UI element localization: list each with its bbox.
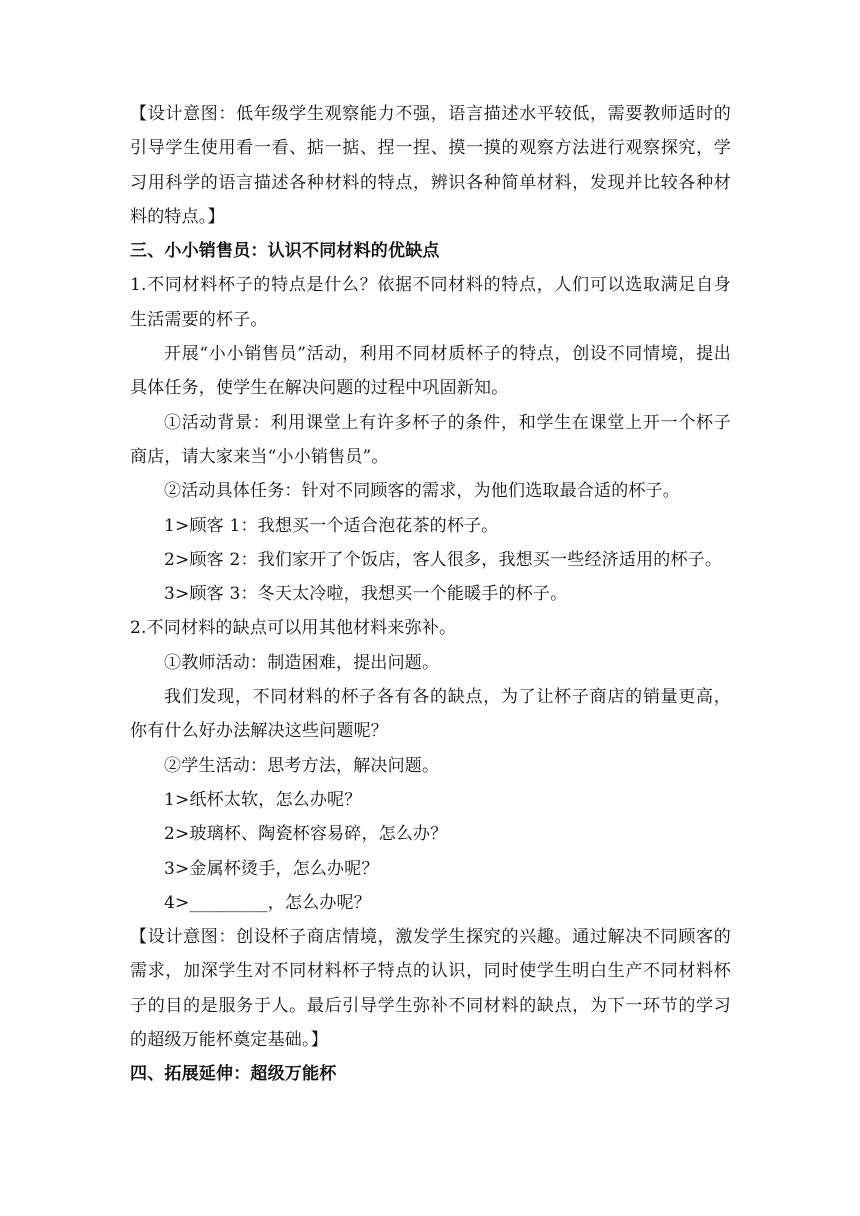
numbered-point-2: 2.不同材料的缺点可以用其他材料来弥补。 (130, 618, 457, 639)
activity-task-paragraph: ②活动具体任务：针对不同顾客的需求，为他们选取最合适的杯子。 (164, 481, 680, 502)
problem-3-item: 3>金属杯烫手，怎么办呢？ (164, 858, 379, 879)
design-intent-paragraph-2: 【设计意图：创设杯子商店情境，激发学生探究的兴趣。通过解决不同顾客的需求，加深学生对不同材料杯子特点的认识，同时使学生明白生产不同材料杯子的目的是服务于人。最后引导学生弥补不同材料的缺点，为下一环节的学习的超级万能杯奠定基础。】 (130, 927, 731, 1051)
section-heading-4: 四、拓展延伸：超级万能杯 (130, 1064, 337, 1085)
teacher-question-paragraph: 我们发现，不同材料的杯子各有各的缺点，为了让杯子商店的销量更高，你有什么好办法解决这些问题呢？ (130, 687, 731, 742)
numbered-point-1: 1.不同材料杯子的特点是什么？依据不同材料的特点，人们可以选取满足自身生活需要的杯子。 (130, 275, 731, 330)
customer-2-item: 2>顾客 2：我们家开了个饭店，客人很多，我想买一些经济适用的杯子。 (164, 549, 723, 570)
problem-4-item: 4>_________，怎么办呢？ (164, 892, 371, 913)
customer-1-item: 1>顾客 1：我想买一个适合泡花茶的杯子。 (164, 515, 499, 536)
activity-background-paragraph: ①活动背景：利用课堂上有许多杯子的条件，和学生在课堂上开一个杯子商店，请大家来当“小小销售员”。 (130, 412, 731, 467)
customer-3-item: 3>顾客 3：冬天太冷啦，我想买一个能暖手的杯子。 (164, 584, 568, 605)
teacher-activity-item: ①教师活动：制造困难，提出问题。 (164, 652, 440, 673)
activity-intro-paragraph: 开展“小小销售员”活动，利用不同材质杯子的特点，创设不同情境，提出具体任务，使学生在解决问题的过程中巩固新知。 (130, 344, 731, 399)
section-heading-3: 三、小小销售员：认识不同材料的优缺点 (130, 241, 440, 262)
design-intent-paragraph: 【设计意图：低年级学生观察能力不强，语言描述水平较低，需要教师适时的引导学生使用看一看、掂一掂、捏一捏、摸一摸的观察方法进行观察探究，学习用科学的语言描述各种材料的特点，辨识各种简单材料，发现并比较各种材料的特点。】 (130, 104, 731, 227)
student-activity-item: ②学生活动：思考方法，解决问题。 (164, 755, 440, 776)
problem-1-item: 1>纸杯太软，怎么办呢？ (164, 789, 362, 810)
document-body (130, 97, 731, 1092)
problem-2-item: 2>玻璃杯、陶瓷杯容易碎，怎么办？ (164, 824, 448, 845)
